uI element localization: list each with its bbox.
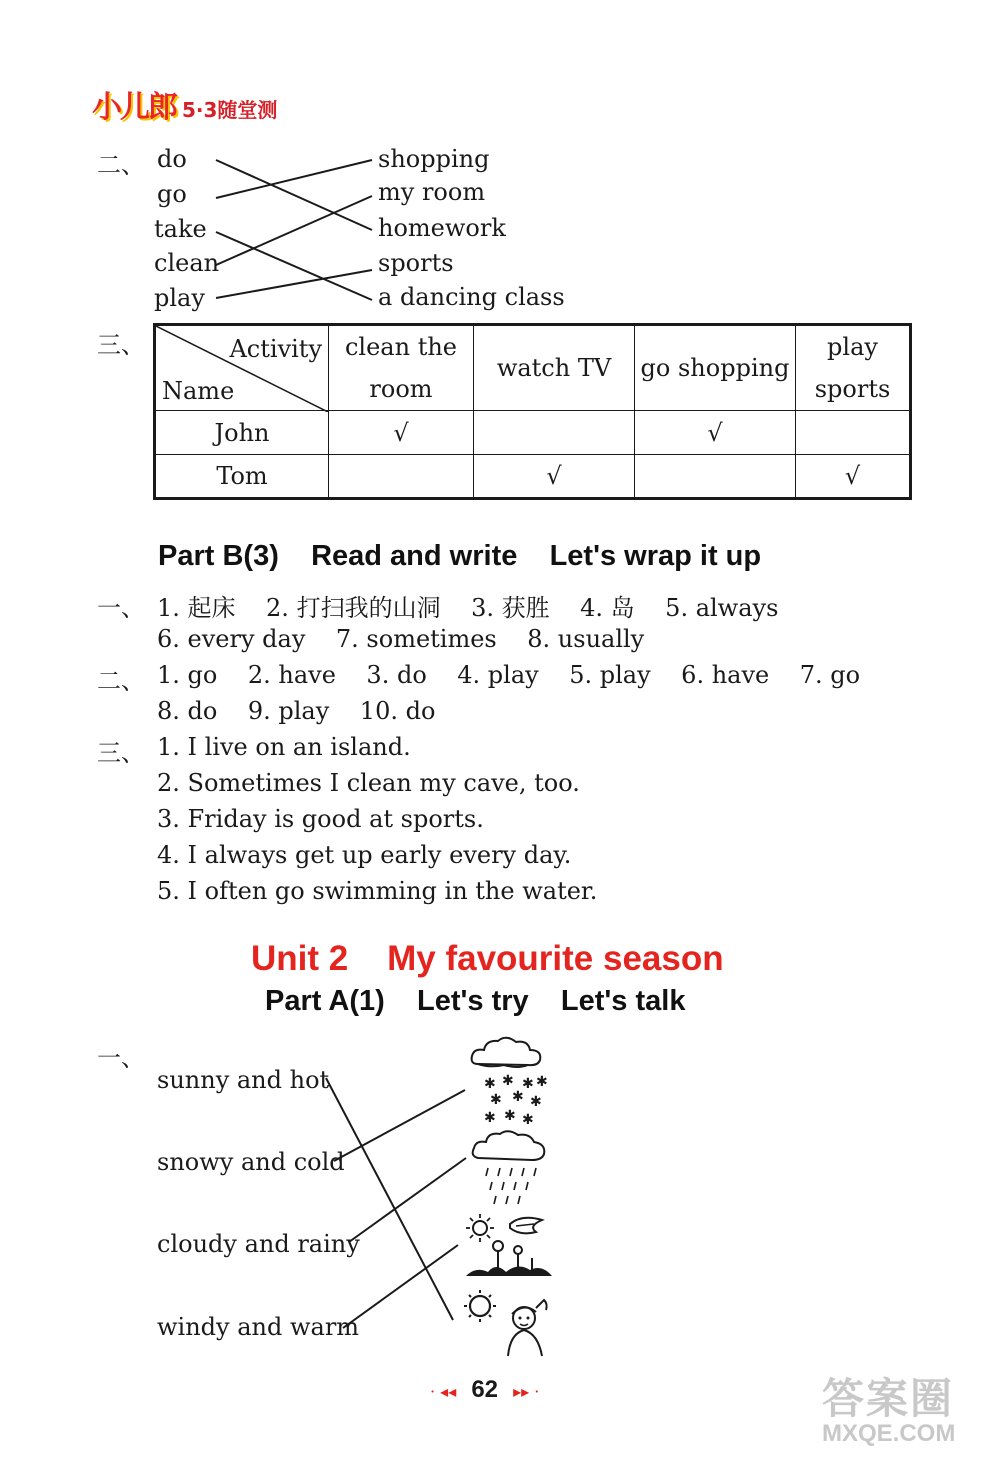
weather-matching xyxy=(0,1030,600,1370)
series-name: 5·3随堂测 xyxy=(182,98,278,122)
match-line xyxy=(343,1245,458,1328)
page-number: 62 xyxy=(471,1376,499,1403)
svg-text:✱: ✱ xyxy=(502,1073,514,1089)
left-word: take xyxy=(154,215,207,243)
svg-text:✱: ✱ xyxy=(512,1089,524,1105)
check-cell xyxy=(635,455,796,499)
answer-line: 1. go 2. have 3. do 4. play 5. play 6. have 7. go xyxy=(157,661,861,689)
snow-cloud-icon xyxy=(472,1038,548,1128)
sentence-line: 2. Sometimes I clean my cave, too. xyxy=(157,769,580,797)
sentence-line: 3. Friday is good at sports. xyxy=(157,805,484,833)
column-header-line: room xyxy=(369,375,433,403)
sun-hot-icon xyxy=(464,1290,547,1356)
right-word: homework xyxy=(378,214,506,242)
match-line xyxy=(216,160,372,230)
table-corner-cell xyxy=(155,325,329,411)
left-word: play xyxy=(154,284,205,312)
check-cell: √ xyxy=(796,455,911,499)
right-word: a dancing class xyxy=(378,283,565,311)
match-line xyxy=(216,196,372,265)
svg-text:✱: ✱ xyxy=(522,1112,534,1128)
svg-text:✱: ✱ xyxy=(484,1110,496,1126)
svg-text:✱: ✱ xyxy=(490,1092,502,1108)
column-header-line: sports xyxy=(814,375,891,403)
svg-text:✱: ✱ xyxy=(522,1076,534,1092)
svg-text:✱: ✱ xyxy=(484,1076,496,1092)
answer-line: 6. every day 7. sometimes 8. usually xyxy=(157,625,645,653)
watermark-url: MXQE.COM xyxy=(822,1420,956,1447)
match-line xyxy=(326,1078,453,1320)
match-line xyxy=(216,270,372,298)
section-marker: 二、 xyxy=(97,151,145,179)
rain-cloud-icon xyxy=(473,1131,545,1204)
svg-text:✱: ✱ xyxy=(530,1094,542,1110)
part-b3-title: Part B(3) Read and write Let's wrap it up xyxy=(158,540,762,572)
svg-text:✱: ✱ xyxy=(504,1108,516,1124)
section-marker: 一、 xyxy=(97,594,145,622)
row-name: Tom xyxy=(155,455,329,499)
row-name: John xyxy=(155,411,329,455)
table-row xyxy=(155,455,911,499)
check-cell xyxy=(474,411,635,455)
activity-table xyxy=(153,323,912,500)
check-cell xyxy=(796,411,911,455)
sentence-line: 1. I live on an island. xyxy=(157,733,411,761)
corner-activity-label: Activity xyxy=(229,335,322,363)
sentence-line: 4. I always get up early every day. xyxy=(157,841,572,869)
table-row xyxy=(155,411,911,455)
column-header-line: watch TV xyxy=(496,354,612,382)
right-word: sports xyxy=(378,249,454,277)
unit-title: Unit 2 My favourite season xyxy=(251,939,724,978)
section-marker: 三、 xyxy=(97,331,145,359)
check-cell: √ xyxy=(329,411,474,455)
prev-arrows-icon: · ◂◂ xyxy=(430,1382,457,1401)
sentence-line: 5. I often go swimming in the water. xyxy=(157,877,598,905)
column-header-line: clean the xyxy=(344,333,458,361)
logo-mark: 小儿郎 xyxy=(92,90,176,125)
windy-spring-icon xyxy=(466,1214,552,1276)
watermark-logo: 答案圈 xyxy=(822,1375,955,1422)
left-word: do xyxy=(157,145,187,173)
answer-line: 8. do 9. play 10. do xyxy=(157,697,436,725)
column-header xyxy=(474,325,635,411)
matching-lines xyxy=(0,0,1000,340)
match-line xyxy=(216,232,372,300)
column-header-line: play xyxy=(827,333,878,361)
column-header-line: go shopping xyxy=(640,354,790,382)
page-footer xyxy=(430,1376,539,1404)
left-word: clean xyxy=(154,249,220,277)
right-word: my room xyxy=(378,178,486,206)
check-cell: √ xyxy=(474,455,635,499)
weather-phrase: snowy and cold xyxy=(157,1148,345,1176)
check-cell xyxy=(329,455,474,499)
part-a1-title: Part A(1) Let's try Let's talk xyxy=(265,985,686,1017)
section-marker: 一、 xyxy=(97,1044,145,1072)
weather-phrase: cloudy and rainy xyxy=(157,1230,360,1258)
weather-phrase: sunny and hot xyxy=(157,1066,330,1094)
column-header xyxy=(796,325,911,411)
right-word: shopping xyxy=(378,145,490,173)
match-line xyxy=(216,160,372,198)
left-word: go xyxy=(157,180,187,208)
check-cell: √ xyxy=(635,411,796,455)
corner-name-label: Name xyxy=(162,377,235,405)
column-header xyxy=(329,325,474,411)
answer-line: 1. 起床 2. 打扫我的山洞 3. 获胜 4. 岛 5. always xyxy=(157,594,779,622)
svg-text:✱: ✱ xyxy=(536,1074,548,1090)
section-marker: 二、 xyxy=(97,667,145,695)
match-line xyxy=(334,1090,465,1161)
weather-phrase: windy and warm xyxy=(157,1313,360,1341)
section-marker: 三、 xyxy=(97,739,145,767)
match-line xyxy=(349,1158,466,1242)
next-arrows-icon: ▸▸ · xyxy=(513,1382,540,1401)
column-header xyxy=(635,325,796,411)
